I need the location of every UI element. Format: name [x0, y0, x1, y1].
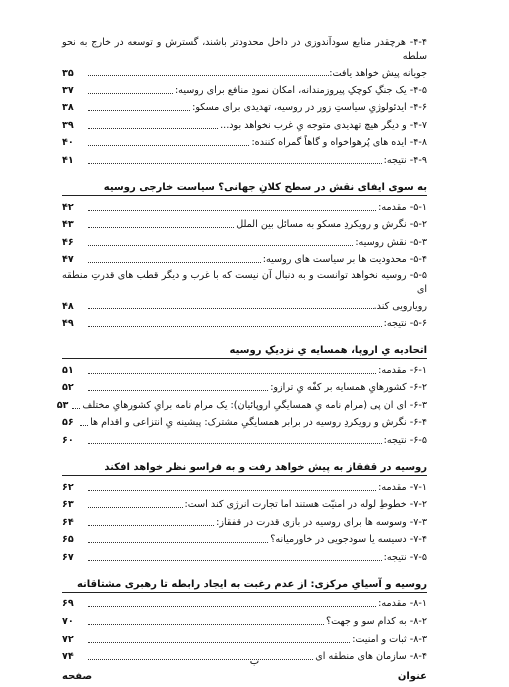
chapter-title-text: اتحادیه یِ اروپا، همسایه یِ نزدیکِ روسیه — [229, 344, 427, 356]
chapter-title-text: روسیه و آسیایِ مرکزی: از عدم رغبت به ایجاد رابطه تا رهبری مشتاقانه — [76, 578, 427, 590]
toc-entry-text: ۶-۵- نتیجه: — [383, 434, 427, 446]
toc-entry-text: ۸-۳- ثبات و امنیت: — [352, 633, 427, 645]
dot-leader — [88, 642, 350, 643]
dot-leader — [88, 128, 218, 129]
page-number: ب — [249, 656, 260, 667]
toc-entry — [62, 149, 427, 167]
toc-entry — [62, 132, 427, 150]
toc-entry-text: ۴-۹- نتیجه: — [383, 154, 427, 166]
toc-page-number: ۷۲ — [62, 633, 74, 645]
toc-entry-continuation — [62, 64, 427, 79]
toc-page-number: ۴۱ — [62, 154, 74, 166]
toc-entry — [62, 312, 427, 330]
toc-page-number: ۳۸ — [62, 102, 74, 114]
chapter-title — [62, 173, 427, 195]
toc-page-number: ۳۵ — [62, 68, 74, 79]
title-column-header: عنوان — [397, 671, 427, 683]
toc-entry-text: ۵-۱- مقدمه: — [378, 201, 427, 213]
toc-entry-text: ۶-۲- کشورهایِ همسایه بر کفّه یِ ترازو: — [270, 382, 427, 394]
table-of-contents — [56, 36, 427, 683]
toc-page-number: ۴۹ — [62, 317, 74, 329]
toc-page-number: ۴۷ — [62, 254, 74, 266]
toc-entry — [62, 628, 427, 646]
toc-entry-text: ۴-۴- هرچقدر منابع سودآندوزی در داخل محدودتر باشند، گسترش و توسعه در خارج به نحو سلطه — [62, 37, 427, 62]
chapter-title — [62, 336, 427, 358]
toc-entry-text: ۷-۴- دسیسه یا سودجویی در خاورمیانه؟ — [270, 534, 427, 546]
toc-entry-text: ۶-۴- نگرش و رویکردِ روسیه در برابر همسایگیِ مشترک: پیشینه یِ انتزاعی و اقدام ها — [90, 417, 427, 429]
toc-entry — [62, 377, 427, 395]
toc-column-headers — [62, 671, 427, 682]
toc-entry-text: ۴-۷- و دیگر هیچ تهدیدی متوجه یِ غرب نخواهد بود... — [220, 119, 427, 131]
toc-entry-text: ۵-۴- محدودیت ها بر سیاست های روسیه: — [262, 254, 427, 266]
toc-entry-text: ۷-۱- مقدمه: — [378, 481, 427, 493]
toc-page-number: ۶۰ — [62, 434, 74, 446]
toc-entry-text: جویانه پیش خواهد یافت: — [329, 68, 427, 79]
dot-leader — [88, 373, 376, 374]
toc-entry-text: ۵-۶- نتیجه: — [383, 317, 427, 329]
toc-entry — [56, 394, 427, 412]
toc-entry-continuation — [62, 297, 427, 312]
toc-entry-text: ۴-۸- ایده های پُرهواخواه و گاهاً گمراه کننده: — [251, 137, 427, 149]
toc-page-number: ۶۵ — [62, 534, 74, 546]
dot-leader — [88, 262, 261, 263]
toc-entry-text: ۸-۴- سازمان های منطقه ای — [315, 651, 427, 663]
toc-page-number: ۶۲ — [62, 481, 74, 493]
toc-section-4 — [62, 36, 427, 167]
dot-leader — [88, 227, 234, 228]
toc-entry-text: ۷-۳- وسوسه ها برای روسیه در بازی قدرت در قفقاز: — [216, 516, 427, 528]
dot-leader — [88, 542, 268, 543]
toc-entry-text: ۸-۱- مقدمه: — [378, 598, 427, 610]
toc-entry — [62, 546, 427, 564]
toc-entry — [62, 610, 427, 628]
toc-page-number: ۵۲ — [62, 382, 74, 394]
toc-entry-text: ۶-۳- ای ان پی (مرام نامه یِ همسایگیِ اروپائیان): یک مرام نامه برایِ کشورهایِ مختلف — [82, 399, 427, 411]
dot-leader — [88, 93, 173, 94]
toc-entry — [62, 412, 427, 430]
toc-entry — [62, 593, 427, 611]
toc-entry-text: ۸-۲- به کدام سو و جهت؟ — [325, 616, 427, 628]
dot-leader — [88, 163, 382, 164]
toc-entry — [62, 97, 427, 115]
dot-leader — [88, 245, 353, 246]
chapter-title — [62, 453, 427, 475]
dot-leader — [80, 425, 88, 426]
toc-page-number: ۴۳ — [62, 219, 74, 231]
toc-page-number: ۴۸ — [62, 301, 74, 313]
dot-leader — [88, 560, 382, 561]
dot-leader — [88, 75, 329, 76]
dot-leader — [88, 525, 214, 526]
dot-leader — [88, 110, 190, 111]
toc-entry-wrapped — [62, 269, 427, 297]
toc-entry — [62, 476, 427, 494]
dot-leader — [88, 606, 376, 607]
toc-entry — [62, 429, 427, 447]
dot-leader — [88, 326, 382, 327]
toc-page-number: ۴۲ — [62, 201, 74, 213]
toc-entry — [62, 114, 427, 132]
toc-page-number: ۷۰ — [62, 616, 74, 628]
dot-leader — [88, 390, 268, 391]
chapter-title — [62, 570, 427, 592]
toc-page-number: ۵۱ — [62, 364, 74, 376]
toc-page-number: ۶۴ — [62, 516, 74, 528]
toc-page-number: ۴۰ — [62, 137, 74, 149]
toc-entry — [62, 196, 427, 214]
dot-leader — [88, 443, 382, 444]
dot-leader — [88, 490, 376, 491]
chapter-title-text: روسیه در قفقاز به پیش خواهد رفت و به فراسو نظر خواهد افکند — [104, 461, 427, 473]
toc-page-number: ۵۶ — [62, 417, 74, 429]
toc-entry-text: ۵-۵- روسیه نخواهد توانست و به دنبال آن نیست که با غرب و دیگر قطب های قدرتِ منطقه ای — [62, 270, 427, 296]
toc-entry — [62, 249, 427, 267]
toc-page-number: ۵۳ — [56, 399, 69, 411]
toc-entry — [62, 511, 427, 529]
toc-entry-text: ۵-۲- نگرش و رویکردِ مسکو به مسائل بین الملل — [236, 219, 427, 231]
toc-page-number: ۶۷ — [62, 551, 74, 563]
dot-leader — [88, 624, 324, 625]
toc-entry — [62, 359, 427, 377]
toc-entry — [62, 231, 427, 249]
toc-entry — [62, 214, 427, 232]
dot-leader — [88, 507, 183, 508]
toc-entry-text: ۶-۱- مقدمه: — [378, 364, 427, 376]
toc-entry-text: ۴-۶- ایدئولوژیِ سیاستِ زور در روسیه، تهدیدی برای مسکو: — [192, 102, 427, 114]
toc-entry-wrapped — [62, 36, 427, 64]
chapter-title-text: به سوی ایفای نقش در سطح کلانِ جهانی؟ سیاست خارجی روسیه — [103, 181, 427, 193]
toc-page-number: ۶۳ — [62, 499, 74, 511]
toc-entry-text: ۵-۳- نقش روسیه: — [355, 236, 427, 248]
toc-entry — [62, 494, 427, 512]
toc-entry-text: رویارویی کند. — [373, 301, 427, 313]
toc-page-number: ۷۴ — [62, 651, 74, 663]
dot-leader — [88, 308, 374, 309]
toc-entry-text: ۷-۵- نتیجه: — [383, 551, 427, 563]
toc-entry — [62, 79, 427, 97]
dot-leader — [72, 408, 80, 409]
toc-entry — [62, 529, 427, 547]
toc-page-number: ۳۷ — [62, 84, 74, 96]
toc-page-number: ۶۹ — [62, 598, 74, 610]
toc-entry-text: ۷-۲- خطوطِ لوله در امنیّت هستند اما تجارت انرژی کند است: — [184, 499, 427, 511]
page-column-header: صفحه — [62, 671, 93, 683]
toc-page-number: ۴۶ — [62, 236, 74, 248]
dot-leader — [88, 210, 376, 211]
dot-leader — [88, 145, 249, 146]
toc-entry-text: ۴-۵- یک جنگِ کوچکِ پیروزمندانه، امکان نمودِ منافع برای روسیه: — [174, 84, 427, 96]
toc-page-number: ۳۹ — [62, 119, 74, 131]
